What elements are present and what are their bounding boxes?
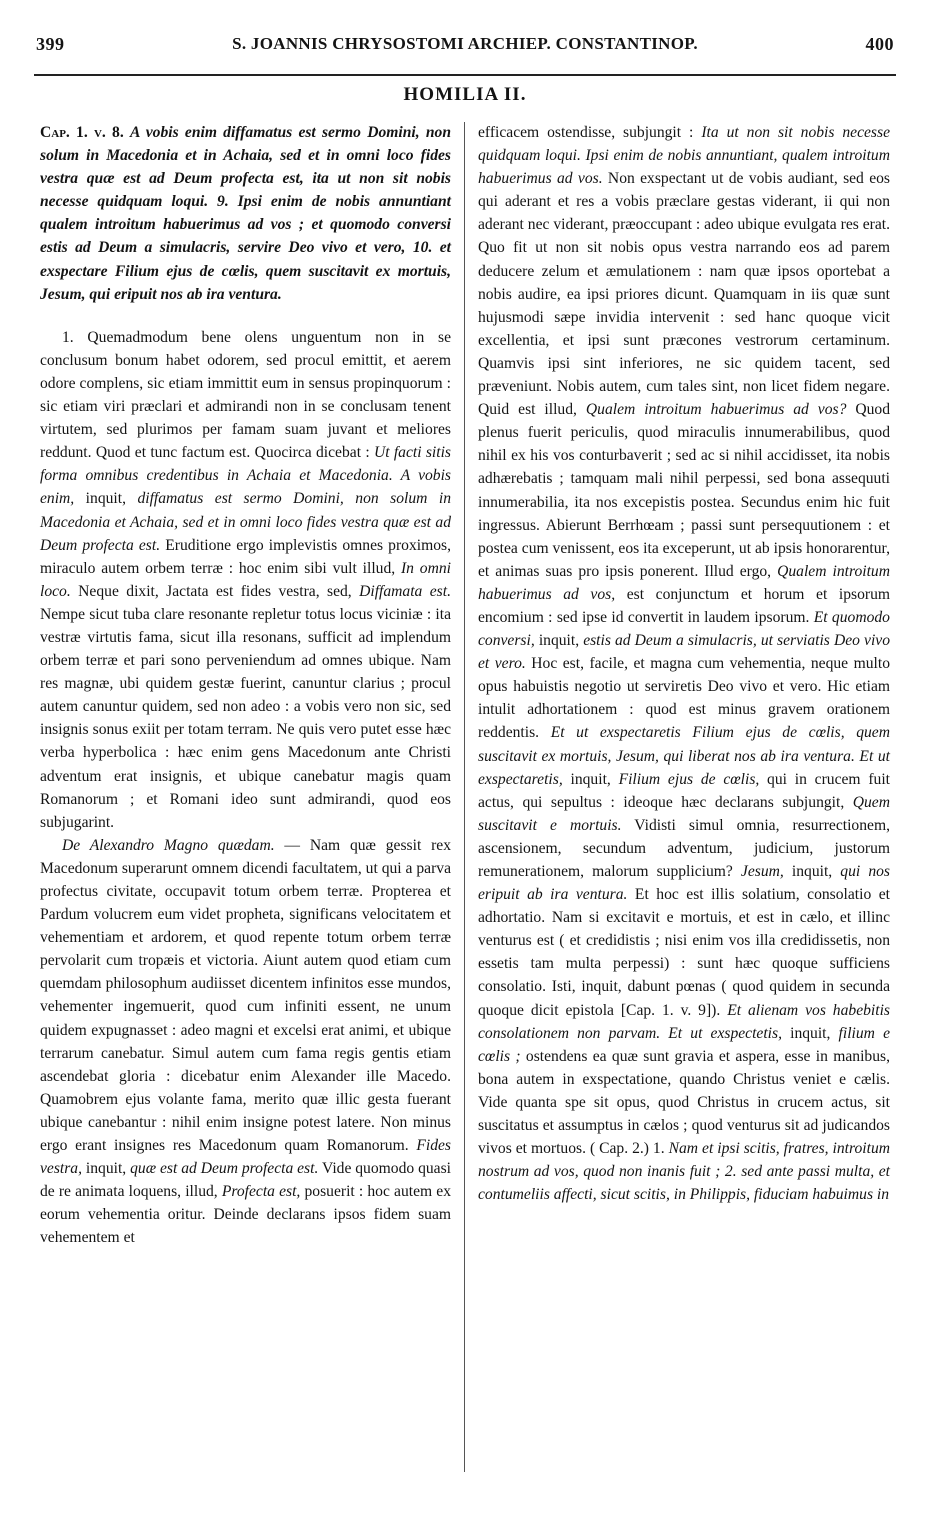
text-run: — Nam quæ gessit rex Macedonum superarunt omnem dicendi facultatem, ut qui a parva profectus civitate, occupavit totum orbem terræ. Propterea et Pardum volucrem eum videt propheta, significans velocitatem et vehementiam et ardorem, et quod repente totum orbem terræ pervolarit cum tropæis et victoria. Aiunt autem quod etiam cum quemdam philosophum audiisset dicentem infinitos esse mundos, vehementer ingemuerit, quod cum infiniti essent, ne unum quidem expugnasset : adeo magni et excelsi erat animi, et ubique terrarum canebatur. Simul autem cum fama regis gentis etiam ascendebat gloria : dicebatur enim Alexander ille Macedo. Quamobrem ejus volante fama, merito quæ illic gesta fuerant ubique canebantur : nihil enim insigne potest latere. Non minus ergo erant insignes res Macedonum quam Romanorum.: [40, 836, 451, 1155]
text-run: inquit,: [534, 632, 584, 650]
text-run: Vidisti simul omnia, resurrectionem, ascensionem, secundum adventum, judicium, justorum remunerationem, malorum supplicium?: [478, 816, 890, 880]
text-run: efficacem ostendisse, subjungit :: [478, 124, 702, 141]
italic-run: qui nos eripuit ab ira ventura.: [478, 863, 890, 904]
italic-run: In omni loco.: [40, 559, 451, 600]
header-rule: [34, 74, 896, 76]
italic-run: Qualem introitum habuerimus ad vos?: [585, 401, 847, 419]
italic-run: Filium ejus de cœlis,: [618, 770, 760, 788]
paragraph-1: [40, 326, 451, 834]
text-run: qui in crucem fuit actus, qui sepultus : ideoque hæc declarans subjungit,: [478, 770, 890, 811]
text-run: inquit,: [783, 863, 841, 880]
paragraph-2: [40, 834, 451, 1250]
text-run: Vide quomodo quasi de re animata loquens, illud,: [40, 1160, 451, 1201]
text-run: Et hoc est illis solatium, consolatio et adhortatio. Nam si excitavit e mortuis, et est in cælo, et illinc venturus est ( et credidistis ; nisi enim vos illa credidissetis, non essetis tam multa perpessi) : sunt hæc quoque sufficiens consolatio. Isti, inquit, dabunt pœnas ( quod quidem in secunda quoque dicit epistola [Cap. 1. v. 9]).: [478, 886, 890, 1019]
text-run: Non exspectant ut de vobis audiant, sed eos qui aderant et res a vobis præclare gestas viderant, ii qui non aderant nec viderant, præoccupant : adeo ubique evulgata res erat. Quo fit ut non sit nobis opus vestra narrando eos ad parem deducere zelum et æmulationem : nam quæ ipsos oportebat a nobis audire, ea ipsi priores dicunt. Quamquam in iis quæ sunt hujusmodi sæpe invidia intervenit : sed hanc quoque vicit excellentia, et ipsi sunt præcones vestrorum certaminum. Quamvis ipsi sint inferiores, ne sic quidem tacent, sed præveniunt. Nobis autem, cum tales sint, non licet fidem negare. Quid est illud,: [478, 170, 890, 419]
argument-reference: Cap. 1. v. 8.: [40, 124, 124, 141]
italic-run: estis ad Deum a simulacris, ut serviatis Deo vivo et vero.: [478, 632, 890, 673]
text-run: ostendens ea quæ sunt gravia et aspera, esse in manibus, bona autem in exspectatione, quando Christus veniet e cælis. Vide quanta spe sit opus, quod Christus in crucem actus, sit suscitatus et assumptus in cælos ; quod venturus sit ad judicandos vivos et mortuos. ( Cap. 2.) 1.: [478, 1047, 890, 1158]
text-run: est conjunctum et horum et ipsorum encomium : sed ipse id convertit in laudem ipsorum.: [478, 585, 890, 626]
text-run: inquit,: [562, 770, 619, 788]
text-run: Hoc est, facile, et magna cum vehementia, neque multo opus habuistis negotio ut serviretis Deo vivo et vero. Hic etiam intulit adhortationem : quod est minus gravem orationem reddentis.: [478, 655, 890, 742]
italic-run: Nam et ipsi scitis, fratres, introitum nostrum ad vos, quod non inanis fuit ; 2. sed ante passi multa, et contumeliis affecti, sicut scitis, in Philippis, fiduciam habuimus in: [478, 1140, 891, 1204]
homily-title: HOMILIA II.: [403, 84, 527, 105]
italic-run: Ut facti sitis forma omnibus credentibus in Achaia et Macedonia. A vobis enim,: [40, 444, 451, 508]
text-run: inquit,: [74, 490, 138, 508]
left-column: [40, 121, 451, 1250]
text-run: inquit,: [781, 1024, 839, 1042]
italic-run: Et ut exspectaretis Filium ejus de cœlis, quem suscitavit ex mortuis, Jesum, qui liberat nos ab ira ventura. Et ut exspectaretis,: [478, 724, 890, 788]
text-run: Quod plenus fuerit periculis, quod miraculis innumerabilibus, quod nihil ex his vos conturbaverit ; sed ac si nihil accidisset, ita nobis adhærebatis ; tamquam mali nihil perpessi, sed bona assequuti innumerabilia, ita nos excepistis postea. Secundus enim hic fuit ingressus. Abierunt Berrhœam ; passi sunt persequutionem : et postea cum venissent, eos ita exceperunt, ut ab ipsis honorarentur, et animas suas pro ipsis ponerent. Illud ergo,: [478, 401, 891, 580]
italic-run: De Alexandro Magno quædam.: [62, 836, 275, 854]
column-divider: [464, 122, 465, 1472]
running-header: [36, 34, 894, 64]
italic-run: Et quomodo conversi,: [478, 608, 890, 650]
argument-text: A vobis enim diffamatus est sermo Domini, non solum in Macedonia et in Achaia, sed et in omni loco fides vestra quæ est ad Deum profecta est, ita ut non sit nobis necesse quidquam loqui. 9. Ipsi enim de nobis annuntiant qualem introitum habuerimus ad vos ; et quomodo conversi estis ad Deum a simulacris, servire Deo vivo et vero, 10. et exspectare Filium ejus de cœlis, quem suscitavit ex mortuis, Jesum, qui eripuit nos ab ira ventura.: [40, 124, 451, 303]
italic-run: quæ est ad Deum profecta est.: [130, 1160, 319, 1178]
text-run: Eruditione ergo implevistis omnes proximos, miraculo autem orbem terræ : hoc enim sibi vult illud,: [40, 536, 451, 577]
italic-run: filium e cœlis ;: [478, 1024, 890, 1065]
page-number-right: 400: [865, 34, 894, 54]
text-run: inquit,: [82, 1160, 131, 1178]
italic-run: Jesum,: [740, 863, 784, 880]
chapter-argument: [40, 121, 451, 306]
text-run: posuerit : hoc autem ex eorum vehementia oritur. Deinde declarans ipsos fidem suam vehementem et: [40, 1183, 451, 1247]
italic-run: Ita ut non sit nobis necesse quidquam loqui. Ipsi enim de nobis annuntiant, qualem introitum habuerimus ad vos.: [478, 124, 890, 188]
paragraph-continued: [478, 121, 890, 1206]
italic-run: Diffamata est.: [359, 582, 451, 600]
italic-run: Et alienam vos habebitis consolationem non parvam. Et ut exspectetis,: [478, 1001, 890, 1042]
right-column: [478, 121, 890, 1206]
italic-run: diffamatus est sermo Domini, non solum in Macedonia et Achaia, sed et in omni loco fides vestra quæ est ad Deum profecta est.: [40, 490, 451, 554]
italic-run: Fides vestra,: [40, 1137, 451, 1178]
running-title: S. JOANNIS CHRYSOSTOMI ARCHIEP. CONSTANTINOP.: [232, 34, 698, 53]
text-run: Neque dixit, Jactata est fides vestra, sed,: [70, 582, 360, 600]
italic-run: Quem suscitavit e mortuis.: [478, 793, 890, 834]
text-run: Nempe sicut tuba clare resonante repletur totus locus viciniæ : ita vestræ virtutis fama, sicut illa resonans, sufficit ad implendum orbem terræ et pari sono perveniendum ad omnes ubique. Nam res magnæ, ubi quidem gestæ fuerint, canuntur clarius ; procul autem canuntur quidem, sed non adeo : a vobis vero non sic, sed insignis sonus exiit per totam terram. Ne quis vero putet esse hæc verba hyperbolica : hæc enim gens Macedonum ante Christi adventum erat insignis, et ubique canebatur magis quam Romanorum ; et Romani ideo sunt admirandi, quod eos subjugarint.: [40, 605, 451, 831]
text-run: 1. Quemadmodum bene olens unguentum non in se conclusum bonum habet odorem, sed procul emittit, et aerem odore complens, sic etiam immittit eum in sensus propinquorum : sic etiam viri præclari et admirandi non in se conclusam tenent virtutem, sed plurimos per famam suam juvant et meliores reddunt. Quod et tunc factum est. Quocirca dicebat :: [40, 328, 451, 462]
italic-run: Profecta est,: [221, 1183, 301, 1201]
page-number-left: 399: [36, 34, 65, 54]
italic-run: Qualem introitum habuerimus ad vos,: [478, 562, 890, 603]
